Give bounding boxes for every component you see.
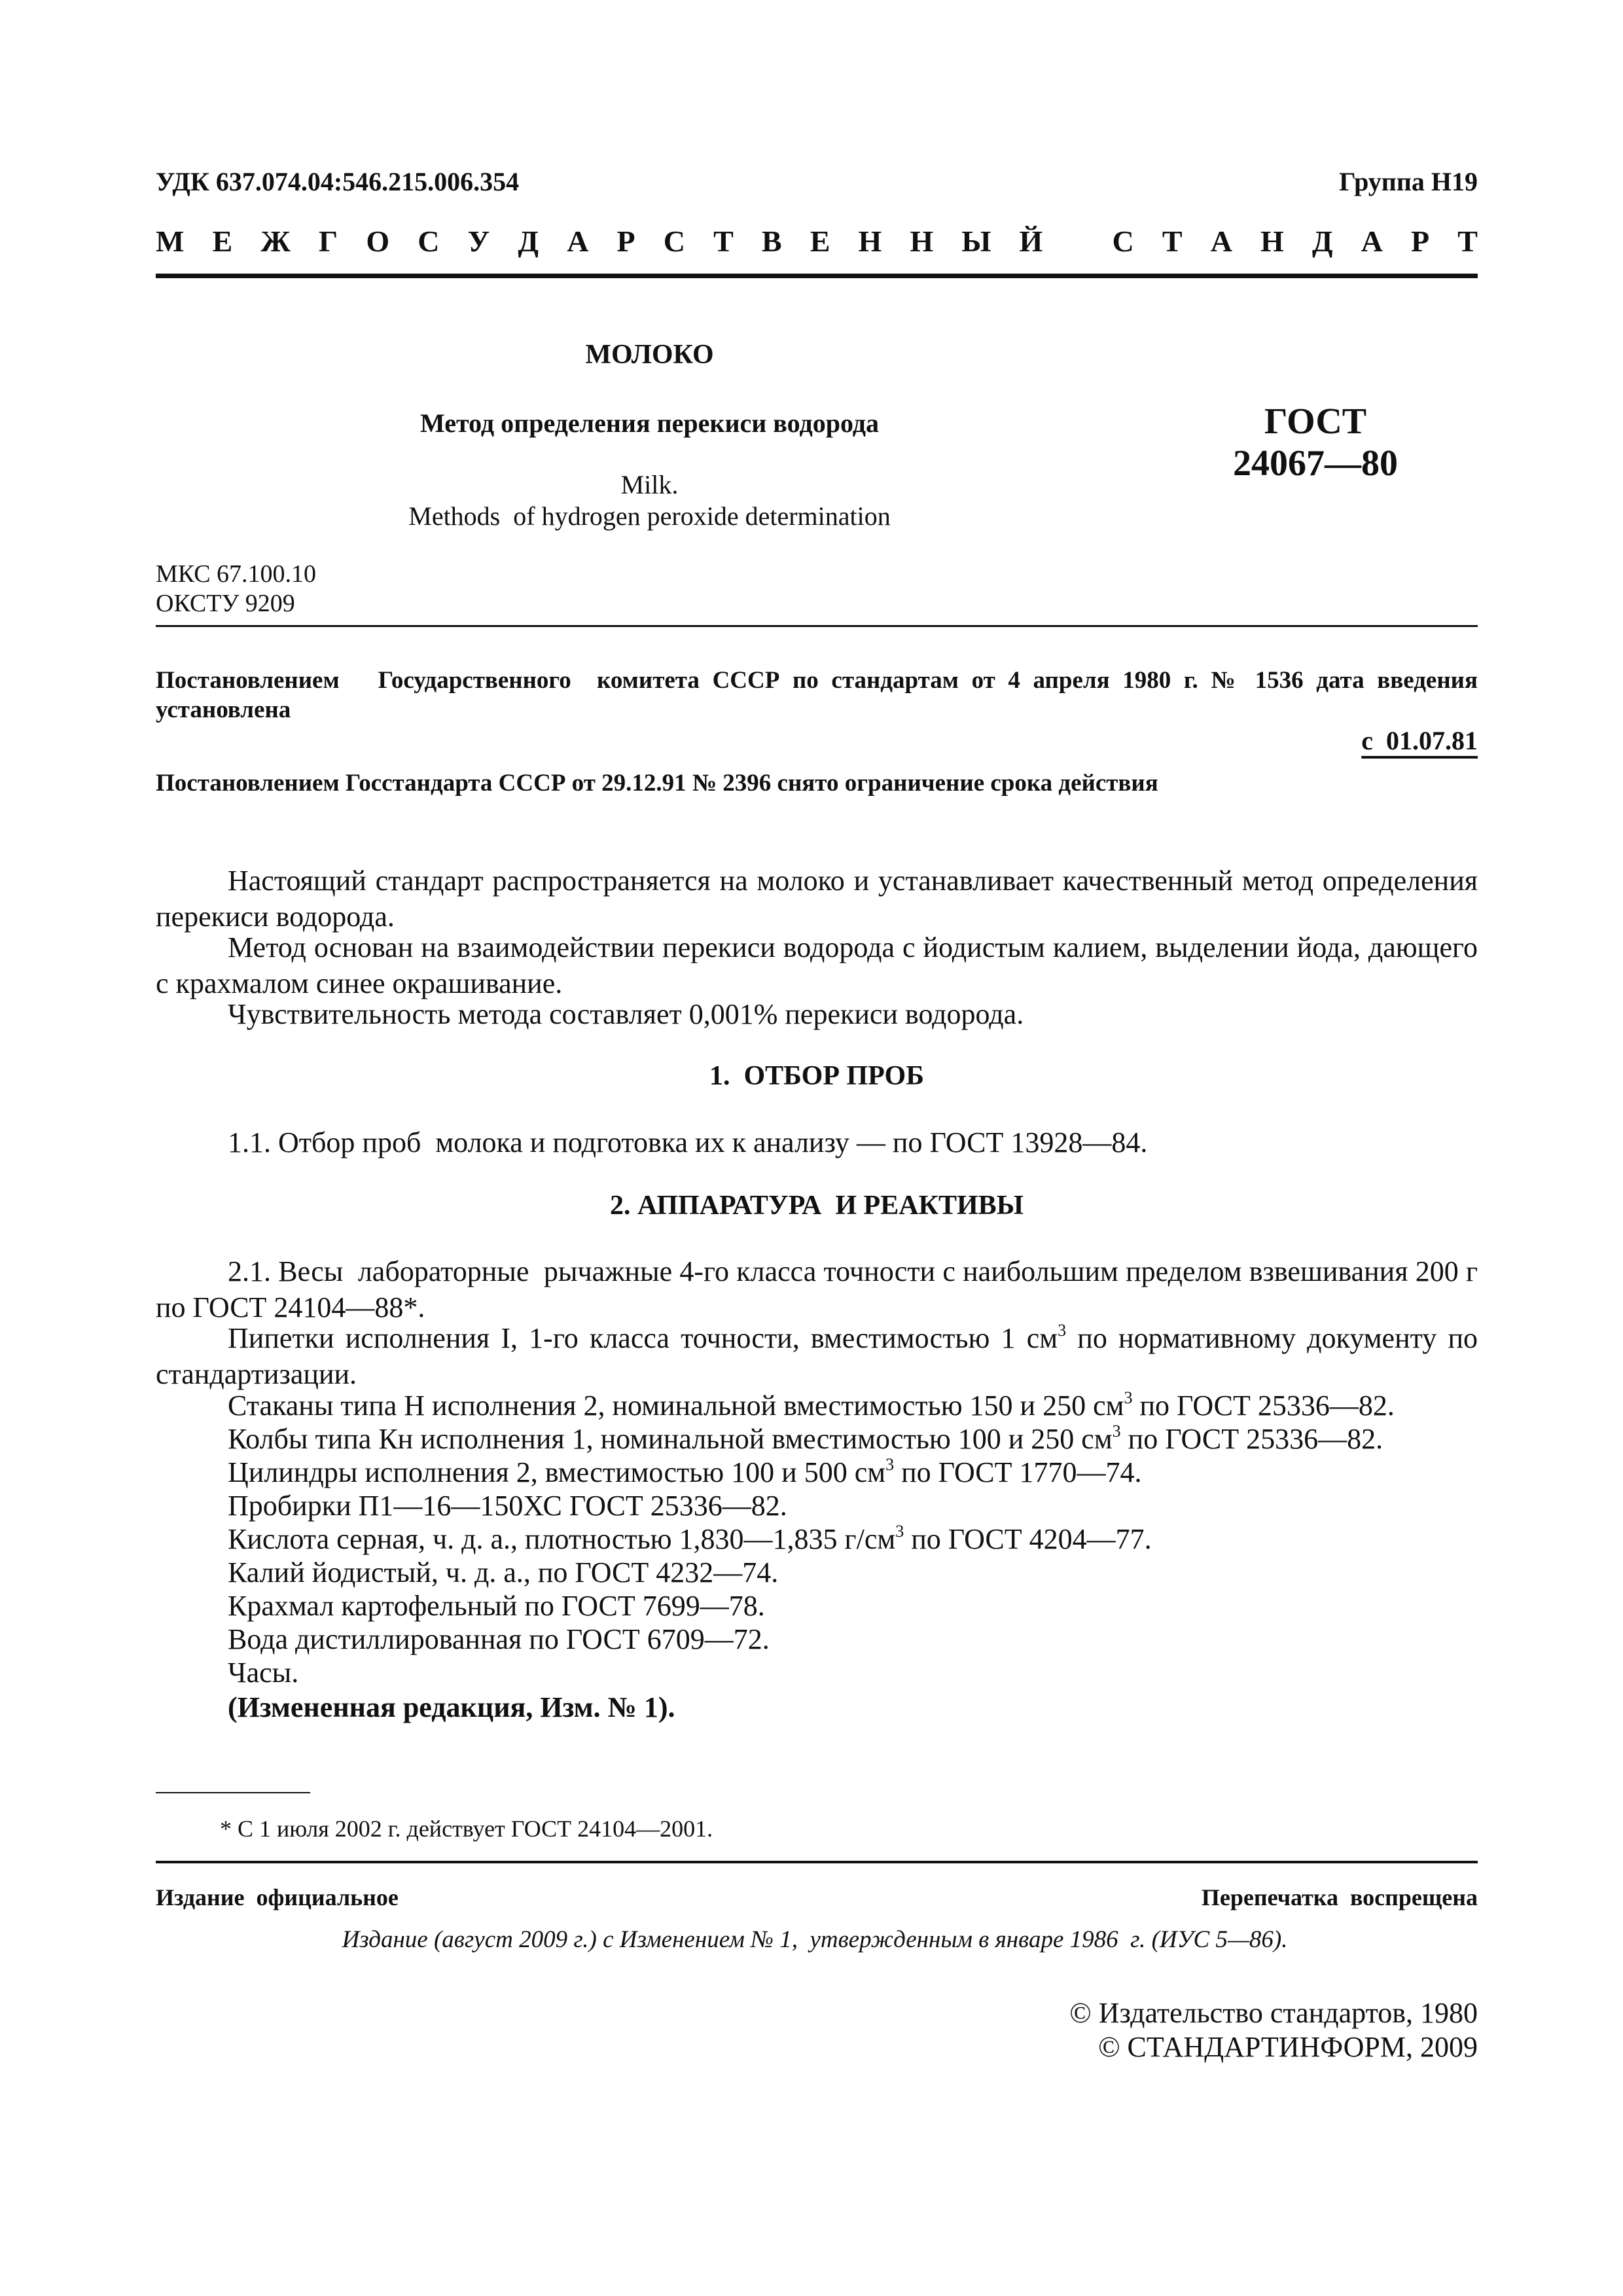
banner-letter: Д <box>518 224 539 258</box>
starch-line: Крахмал картофельный по ГОСТ 7699—78. <box>228 1590 765 1622</box>
reprint-prohibited-label: Перепечатка воспрещена <box>1201 1884 1478 1910</box>
banner-letter: А <box>1210 224 1232 258</box>
banner-letter: М <box>156 224 185 258</box>
mks-code: МКС 67.100.10 <box>156 560 317 588</box>
copyright-1980: © Издательство стандартов, 1980 <box>1069 1997 1478 2029</box>
banner-letter: Н <box>858 224 882 258</box>
okstu-code: ОКСТУ 9209 <box>156 590 295 617</box>
banner-letter: Д <box>1311 224 1333 258</box>
intro-paragraph-1: Настоящий стандарт распространяется на молоко и устанавливает качественный метод определения перекиси водорода. <box>156 865 1478 933</box>
banner-letter: Н <box>910 224 934 258</box>
effective-date: с 01.07.81 <box>1361 726 1478 755</box>
banner-letter: А <box>567 224 589 258</box>
english-title-line-2: Methods of hydrogen peroxide determination <box>408 501 891 531</box>
header-rule <box>156 274 1478 278</box>
cm3-superscript: 3 <box>885 1455 895 1475</box>
cm3-superscript: 3 <box>1112 1422 1121 1441</box>
footnote-rule <box>156 1792 310 1793</box>
banner-letter: Т <box>713 224 734 258</box>
banner-letter: Ж <box>260 224 291 258</box>
interstate-standard-banner <box>156 224 1478 259</box>
intro-paragraph-2: Метод основан на взаимодействии перекиси водорода с йодистым калием, выделении йода, дающего с крахмалом синее окрашивание. <box>156 931 1478 999</box>
codes-rule <box>156 625 1478 627</box>
clock-line: Часы. <box>228 1657 299 1689</box>
banner-letter: Й <box>1019 224 1043 258</box>
banner-letter: У <box>467 224 490 258</box>
footnote-text: * С 1 июля 2002 г. действует ГОСТ 24104—2001. <box>220 1816 713 1842</box>
udk-code: УДК 637.074.04:546.215.006.354 <box>156 167 520 196</box>
sulfuric-acid-line: Кислота серная, ч. д. а., плотностью 1,830—1,835 $г/см^3$ по ГОСТ 4204—77. <box>228 1522 1152 1555</box>
official-edition-label: Издание официальное <box>156 1884 399 1910</box>
distilled-water-line: Вода дистиллированная по ГОСТ 6709—72. <box>228 1623 770 1655</box>
banner-letter: С <box>418 224 440 258</box>
pipettes-text-a: Пипетки исполнения I, 1-го класса точности, вместимостью 1 см <box>228 1322 1058 1354</box>
edition-note: Издание (август 2009 г.) с Изменением № 1, утвержденным в январе 1986 г. (ИУС 5—86). <box>342 1926 1288 1953</box>
banner-letter: Е <box>212 224 233 258</box>
flasks-line: Колбы типа Кн исполнения 1, номинальной вместимостью 100 и 250 $см^3$ по ГОСТ 25336—82. <box>228 1422 1383 1455</box>
document-subtitle: Метод определения перекиси водорода <box>419 408 880 438</box>
potassium-iodide-line: Калий йодистый, ч. д. а., по ГОСТ 4232—74. <box>228 1556 779 1588</box>
test-tubes-line: Пробирки П1—16—150ХС ГОСТ 25336—82. <box>228 1490 787 1522</box>
banner-letter: В <box>761 224 782 258</box>
section-2-paragraph-1: 2.1. Весы лабораторные рычажные 4-го класса точности с наибольшим пределом взвешивания 200 г по ГОСТ 24104—88*. <box>156 1255 1485 1323</box>
cm3-superscript: 3 <box>1058 1321 1067 1340</box>
banner-letter: А <box>1361 224 1383 258</box>
banner-letter <box>1071 224 1084 259</box>
banner-letter: Р <box>616 224 635 258</box>
beakers-line: Стаканы типа Н исполнения 2, номинальной вместимостью 150 и 250 $см^3$ по ГОСТ 25336—82. <box>228 1388 1395 1422</box>
intro-paragraph-3: Чувствительность метода составляет 0,001% перекиси водорода. <box>228 998 1024 1030</box>
banner-letter: Н <box>1260 224 1284 258</box>
pipettes-text-b: по нормативному документу по стандартизации. <box>156 1322 1478 1390</box>
footer-rule <box>156 1861 1478 1863</box>
section-2-paragraph-2 <box>156 1320 1478 1392</box>
banner-letter: Е <box>810 224 830 258</box>
group-code: Группа Н19 <box>1339 167 1478 196</box>
banner-letter: Г <box>318 224 338 258</box>
section-2-heading: 2. АППАРАТУРА И РЕАКТИВЫ <box>610 1191 1024 1221</box>
section-1-paragraph: 1.1. Отбор проб молока и подготовка их к анализу — по ГОСТ 13928—84. <box>228 1126 1148 1158</box>
copyright-2009: © СТАНДАРТИНФОРМ, 2009 <box>1098 2031 1478 2063</box>
decree-line-2: установлена <box>156 696 291 723</box>
decree-line-1: Постановлением Государственного комитета СССР по стандартам от 4 апреля 1980 г. № 1536 дата введения <box>156 667 1478 694</box>
amendment-note: (Измененная редакция, Изм. № 1). <box>228 1691 675 1723</box>
banner-letter: О <box>366 224 390 258</box>
banner-letter: С <box>1112 224 1134 258</box>
banner-letter: Ы <box>961 224 991 258</box>
document-title: МОЛОКО <box>585 340 714 370</box>
cylinders-line: Цилиндры исполнения 2, вместимостью 100 и 500 $см^3$ по ГОСТ 1770—74. <box>228 1455 1142 1488</box>
decree-line-3: Постановлением Госстандарта СССР от 29.12.91 № 2396 снято ограничение срока действия <box>156 770 1158 797</box>
banner-letter: Р <box>1411 224 1430 258</box>
section-1-heading: 1. ОТБОР ПРОБ <box>709 1061 924 1091</box>
english-title-line-1: Milk. <box>620 470 679 499</box>
gost-number: 24067—80 <box>1233 443 1398 484</box>
cm3-superscript: 3 <box>895 1522 904 1541</box>
gost-label: ГОСТ <box>1264 401 1367 442</box>
cm3-superscript: 3 <box>1124 1388 1133 1408</box>
banner-letter: Т <box>1457 224 1478 258</box>
banner-letter: Т <box>1162 224 1183 258</box>
banner-letter: С <box>663 224 685 258</box>
